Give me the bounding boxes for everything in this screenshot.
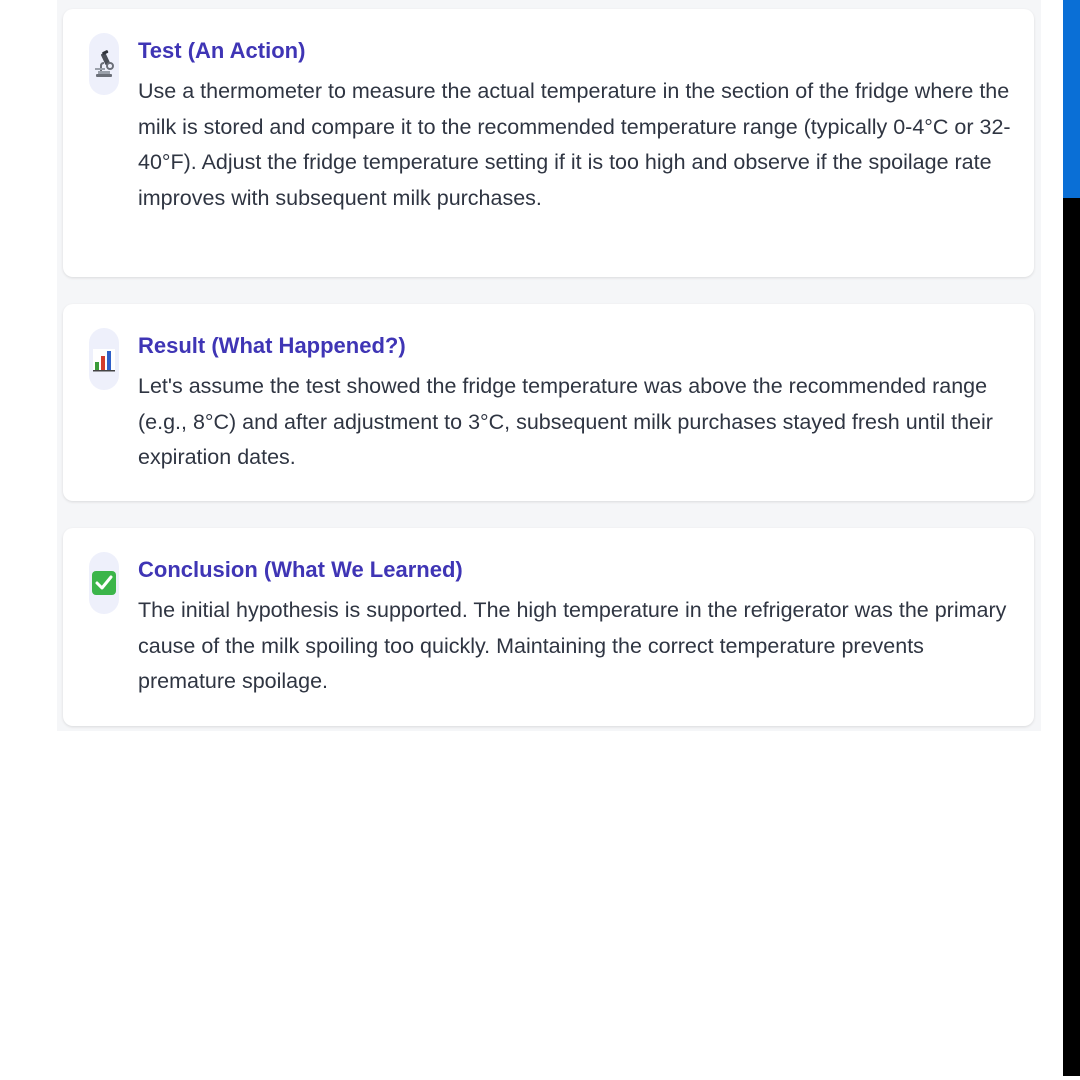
- card-title: Conclusion (What We Learned): [138, 557, 463, 582]
- scrollbar-thumb[interactable]: [1063, 0, 1080, 198]
- check-mark-icon: [89, 552, 119, 614]
- scrollbar[interactable]: [1063, 0, 1080, 1076]
- card-body: Use a thermometer to measure the actual temperature in the section of the fridge where the milk is stored and compare it to the recommended temperature range (typically 0-4°C or 32-40°F). Adjust the fridge temperature setting if it is too high and observe if the spoilage rate improves with subsequent milk purchases.: [138, 79, 1011, 210]
- test-card: [63, 9, 1034, 277]
- card-title: Result (What Happened?): [138, 333, 406, 358]
- result-card: [63, 304, 1034, 501]
- conclusion-card: [63, 528, 1034, 726]
- content-panel: [57, 0, 1041, 731]
- microscope-icon: [89, 33, 119, 95]
- card-body: The initial hypothesis is supported. The high temperature in the refrigerator was the primary cause of the milk spoiling too quickly. Maintaining the correct temperature prevents premature spoilage.: [138, 598, 1007, 693]
- bar-chart-icon: [89, 328, 119, 390]
- card-body: Let's assume the test showed the fridge temperature was above the recommended range (e.g., 8°C) and after adjustment to 3°C, subsequent milk purchases stayed fresh until their expiration dates.: [138, 374, 993, 469]
- card-title: Test (An Action): [138, 38, 306, 63]
